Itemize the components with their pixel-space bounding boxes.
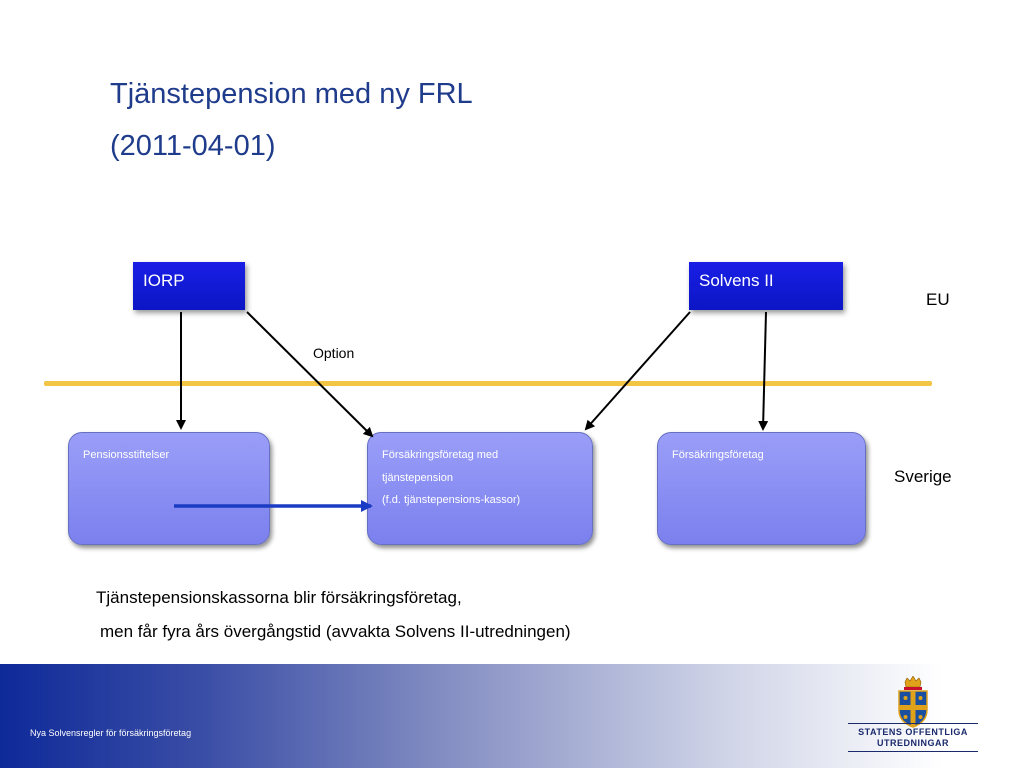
forsakringsforetag-label: Försäkringsföretag bbox=[672, 449, 764, 461]
fft-label-line2: tjänstepension bbox=[382, 472, 453, 484]
arrow-iorp-to-fft bbox=[247, 312, 372, 436]
logo-text-line1: STATENS OFFENTLIGA bbox=[858, 727, 968, 737]
sverige-level-label: Sverige bbox=[894, 467, 952, 486]
sou-logo bbox=[846, 676, 980, 754]
slide-title: Tjänstepension med ny FRL bbox=[110, 78, 473, 110]
fft-label-line3: (f.d. tjänstepensions-kassor) bbox=[382, 494, 521, 506]
fft-label-line1: Försäkringsföretag med bbox=[382, 449, 499, 461]
arrow-solvens-to-fft bbox=[586, 312, 690, 429]
caption-line1: Tjänstepensionskassorna blir försäkringsföretag, bbox=[96, 588, 462, 607]
solvens-label: Solvens II bbox=[699, 271, 774, 290]
option-label: Option bbox=[313, 345, 355, 361]
iorp-label: IORP bbox=[143, 271, 185, 290]
pensionsstiftelser-label: Pensionsstiftelser bbox=[83, 449, 170, 461]
swedish-crest-icon bbox=[846, 676, 980, 728]
eu-level-label: EU bbox=[926, 290, 950, 309]
logo-text-line2: UTREDNINGAR bbox=[877, 738, 949, 748]
arrow-solvens-to-ff bbox=[763, 312, 766, 429]
logo-rule-bottom bbox=[848, 751, 978, 752]
slide-subtitle-date: (2011-04-01) bbox=[110, 130, 276, 162]
footer-text: Nya Solvensregler för försäkringsföretag bbox=[30, 728, 192, 738]
logo-rule-top bbox=[848, 723, 978, 724]
caption-line2: men får fyra års övergångstid (avvakta Solvens II-utredningen) bbox=[100, 622, 571, 641]
